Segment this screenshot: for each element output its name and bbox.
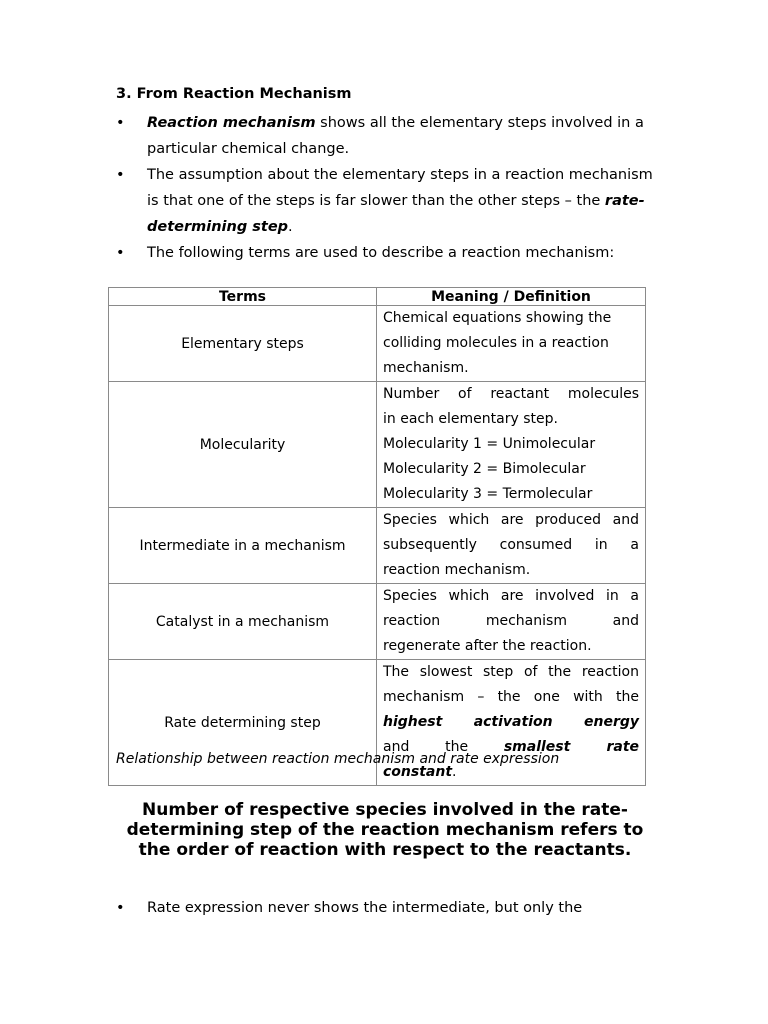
definition-cell: [377, 306, 646, 382]
definition-line: Molecularity 3 = Termolecular: [383, 486, 593, 502]
definition-line: regenerate after the reaction.: [383, 638, 592, 654]
definition-line: colliding molecules in a reaction: [383, 335, 609, 351]
key-statement: Number of respective species involved in the rate-determining step of the reaction mechanism refers to the order of reaction with respect to the reactants.: [126, 800, 644, 860]
bullet-glyph: •: [116, 115, 125, 131]
definition-line: The slowest step of the reaction: [383, 664, 639, 680]
table-row: [109, 584, 646, 660]
bullet-glyph: •: [116, 167, 125, 183]
terms-table: [108, 287, 646, 786]
term-cell: Molecularity: [109, 382, 377, 508]
definition-cell: [377, 508, 646, 584]
definition-line: subsequently consumed in a: [383, 537, 639, 553]
term-reaction-mechanism: Reaction mechanism: [147, 115, 316, 131]
term-rate-determining-step: rate-determining step: [147, 193, 645, 235]
definition-line: reaction mechanism and: [383, 613, 639, 629]
highest-activation-energy-text: highest activation energy: [383, 714, 639, 730]
caption-relationship: Relationship between reaction mechanism and rate expression: [116, 751, 560, 767]
definition-line: Species which are produced and: [383, 512, 639, 528]
constant-text: constant: [383, 764, 453, 780]
definition-line: mechanism.: [383, 360, 469, 376]
bullet-glyph: •: [116, 900, 125, 916]
bullet-item-following-terms: [116, 240, 656, 266]
bullet-text: The following terms are used to describe a reaction mechanism:: [147, 245, 615, 261]
definition-line: mechanism – the one with the: [383, 689, 639, 705]
definition-line: reaction mechanism.: [383, 562, 531, 578]
table-header-row: [109, 288, 646, 306]
definition-cell: [377, 584, 646, 660]
bullet-text: Rate expression never shows the intermediate, but only the: [147, 900, 583, 916]
bullet-item-assumption: [116, 162, 656, 240]
definition-line: Species which are involved in a: [383, 588, 639, 604]
section-heading: 3. From Reaction Mechanism: [116, 86, 352, 102]
the-word: the: [445, 739, 469, 755]
bullet-item-reaction-mechanism: [116, 110, 656, 162]
bullet-text: shows all the elementary steps involved in a particular chemical change.: [147, 115, 644, 157]
definition-line: Number of reactant molecules: [383, 386, 639, 402]
term-cell: Rate determining step: [109, 660, 377, 786]
intro-bullet-list: [116, 110, 656, 266]
definition-line: Molecularity 1 = Unimolecular: [383, 436, 596, 452]
column-header-terms: Terms: [109, 288, 377, 306]
table-row: [109, 382, 646, 508]
table-row: [109, 508, 646, 584]
term-cell: Elementary steps: [109, 306, 377, 382]
definition-line: Chemical equations showing the: [383, 310, 612, 326]
and-word: and: [383, 739, 410, 755]
term-cell: Catalyst in a mechanism: [109, 584, 377, 660]
bullet-text-end: .: [288, 219, 293, 235]
smallest-rate-text: smallest rate: [503, 739, 640, 755]
definition-line: in each elementary step.: [383, 411, 558, 427]
period: .: [452, 764, 457, 780]
bullet-item-rate-expression: [116, 895, 656, 921]
bullet-glyph: •: [116, 245, 125, 261]
column-header-definition: Meaning / Definition: [377, 288, 646, 306]
table-row: [109, 306, 646, 382]
term-cell: Intermediate in a mechanism: [109, 508, 377, 584]
bullet-text: The assumption about the elementary steps in a reaction mechanism is that one of the steps is far slower than the other steps – the: [147, 167, 653, 209]
definition-cell: [377, 382, 646, 508]
rate-expression-bullet-list: [116, 895, 656, 921]
definition-line: Molecularity 2 = Bimolecular: [383, 461, 586, 477]
